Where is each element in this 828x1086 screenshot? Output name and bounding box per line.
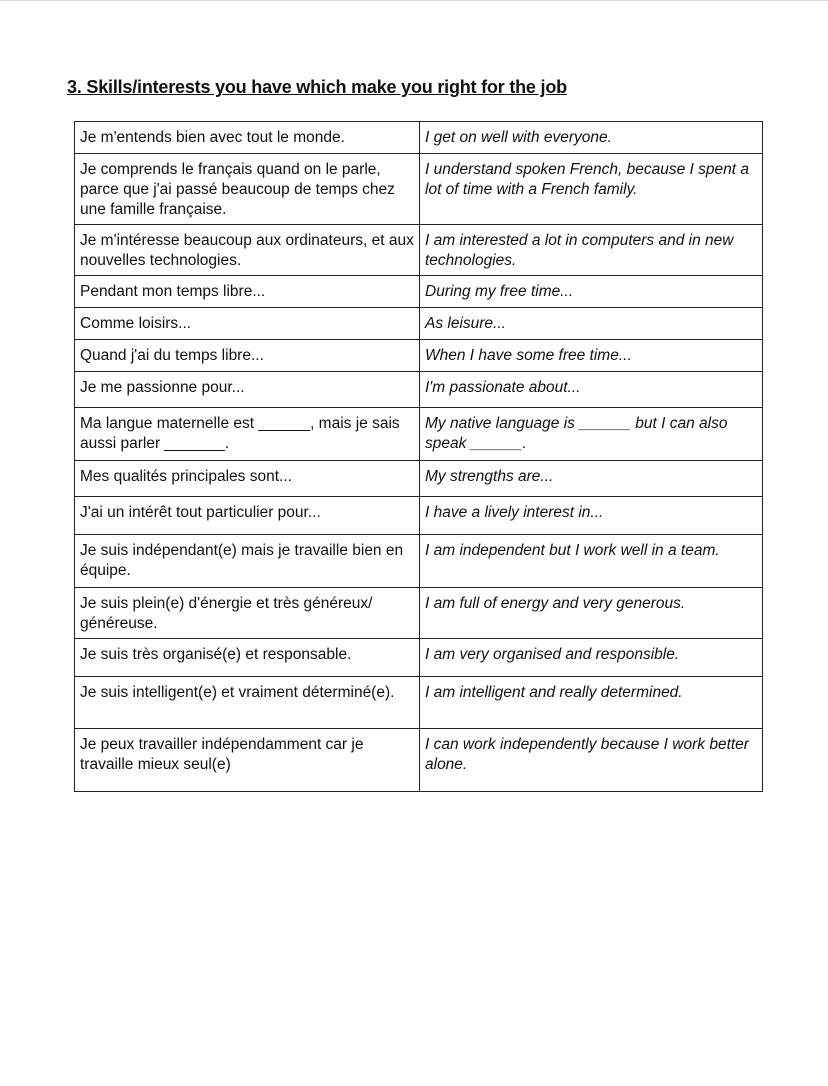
french-phrase: Quand j'ai du temps libre...: [75, 340, 420, 372]
french-phrase: Je suis intelligent(e) et vraiment déterminé(e).: [75, 677, 420, 729]
table-row: [75, 588, 763, 639]
french-phrase: Je peux travailler indépendamment car je travaille mieux seul(e): [75, 729, 420, 792]
french-phrase: Je suis indépendant(e) mais je travaille bien en équipe.: [75, 535, 420, 588]
english-translation: I am independent but I work well in a team.: [420, 535, 763, 588]
french-phrase: Je comprends le français quand on le parle, parce que j'ai passé beaucoup de temps chez une famille française.: [75, 154, 420, 225]
table-row: [75, 461, 763, 497]
english-translation: My strengths are...: [420, 461, 763, 497]
table-row: [75, 276, 763, 308]
phrases-table: [74, 121, 763, 792]
table-row: [75, 408, 763, 461]
french-phrase: Comme loisirs...: [75, 308, 420, 340]
english-translation: I am very organised and responsible.: [420, 639, 763, 677]
english-translation: I get on well with everyone.: [420, 122, 763, 154]
english-translation: As leisure...: [420, 308, 763, 340]
french-phrase: Ma langue maternelle est ______, mais je sais aussi parler _______.: [75, 408, 420, 461]
section-title: 3. Skills/interests you have which make you right for the job: [67, 77, 567, 97]
french-phrase: Mes qualités principales sont...: [75, 461, 420, 497]
french-phrase: Pendant mon temps libre...: [75, 276, 420, 308]
table-row: [75, 677, 763, 729]
english-translation: My native language is ______ but I can also speak ______.: [420, 408, 763, 461]
english-translation: I understand spoken French, because I spent a lot of time with a French family.: [420, 154, 763, 225]
table-row: [75, 122, 763, 154]
table-row: [75, 340, 763, 372]
english-translation: I am interested a lot in computers and in new technologies.: [420, 225, 763, 276]
english-translation: I am full of energy and very generous.: [420, 588, 763, 639]
french-phrase: Je suis très organisé(e) et responsable.: [75, 639, 420, 677]
french-phrase: Je suis plein(e) d'énergie et très généreux/ généreuse.: [75, 588, 420, 639]
french-phrase: Je m'entends bien avec tout le monde.: [75, 122, 420, 154]
english-translation: During my free time...: [420, 276, 763, 308]
english-translation: I can work independently because I work better alone.: [420, 729, 763, 792]
table-row: [75, 639, 763, 677]
table-row: [75, 308, 763, 340]
french-phrase: Je m'intéresse beaucoup aux ordinateurs, et aux nouvelles technologies.: [75, 225, 420, 276]
english-translation: I'm passionate about...: [420, 372, 763, 408]
english-translation: I am intelligent and really determined.: [420, 677, 763, 729]
english-translation: I have a lively interest in...: [420, 497, 763, 535]
french-phrase: J'ai un intérêt tout particulier pour...: [75, 497, 420, 535]
table-row: [75, 535, 763, 588]
table-row: [75, 497, 763, 535]
english-translation: When I have some free time...: [420, 340, 763, 372]
table-row: [75, 225, 763, 276]
table-row: [75, 729, 763, 792]
french-phrase: Je me passionne pour...: [75, 372, 420, 408]
table-row: [75, 154, 763, 225]
table-row: [75, 372, 763, 408]
page-edge: [0, 0, 828, 1]
